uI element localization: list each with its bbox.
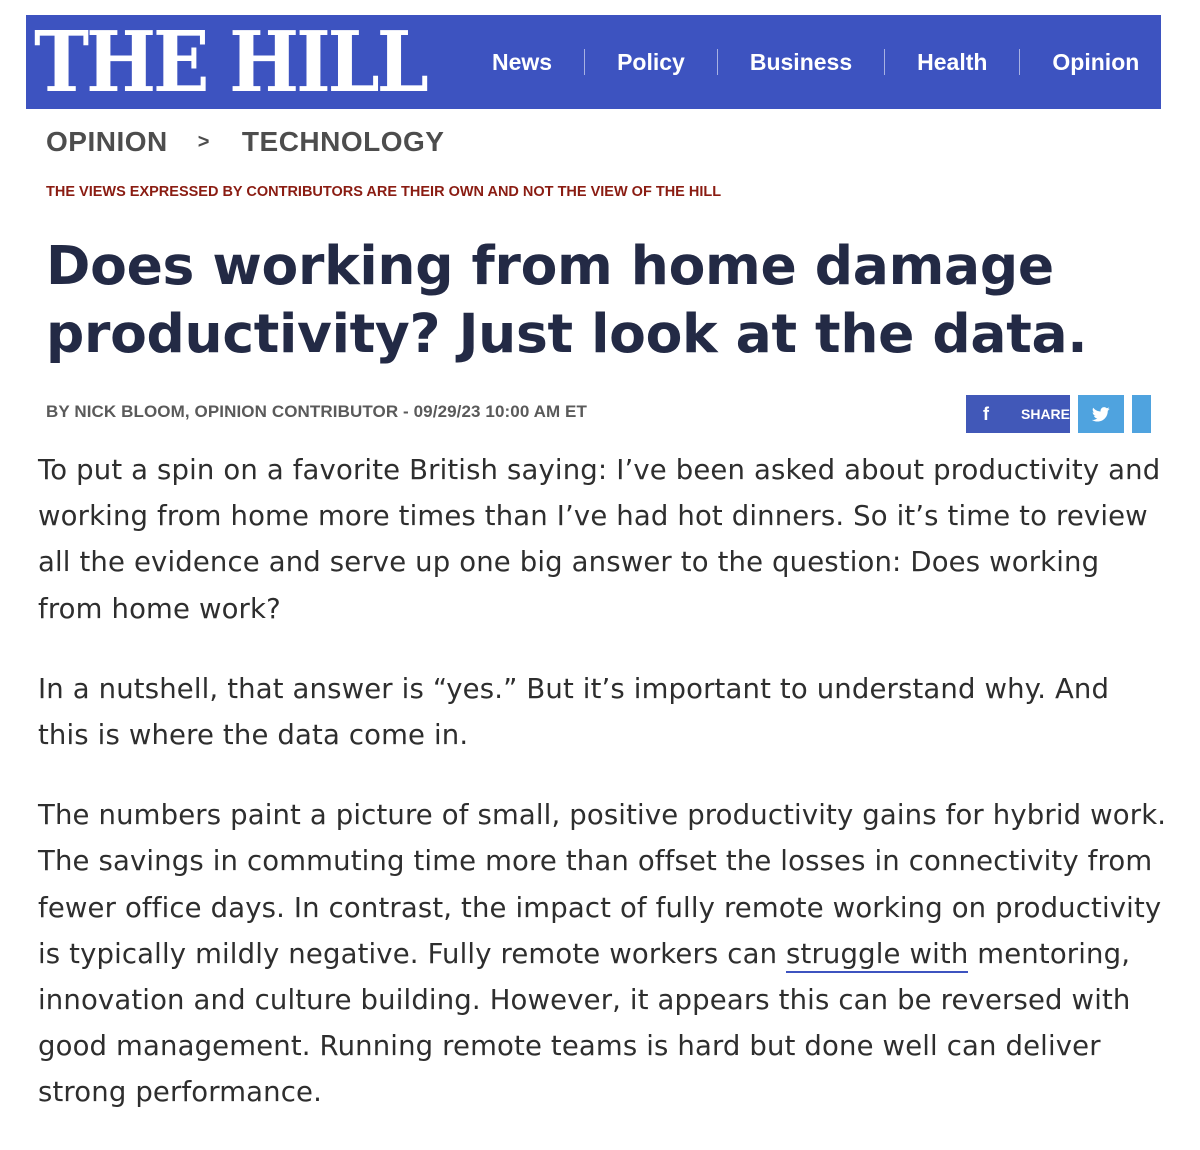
nav-item-news[interactable]: News (492, 48, 553, 75)
twitter-share-button[interactable] (1078, 395, 1124, 433)
breadcrumb (46, 126, 444, 158)
article-body (38, 447, 1168, 1150)
facebook-icon: f (983, 403, 989, 424)
site-logo[interactable]: THE HILL (34, 14, 426, 112)
breadcrumb-section-technology[interactable]: TECHNOLOGY (241, 126, 445, 157)
contributor-disclaimer: THE VIEWS EXPRESSED BY CONTRIBUTORS ARE THEIR OWN AND NOT THE VIEW OF THE HILL (46, 184, 722, 200)
article-paragraph-1: To put a spin on a favorite British saying: I’ve been asked about productivity and working from home more times than I’ve had hot dinners. So it’s time to review all the evidence and serve up one big answer to the question: Does working from home work? (38, 454, 1161, 625)
nav-item-opinion[interactable]: Opinion (1052, 48, 1140, 75)
site-header (26, 14, 1161, 112)
article-headline: Does working from home damage productivity? Just look at the data. (46, 234, 1088, 365)
paragraph-text: The numbers paint a picture of small, positive productivity gains for hybrid work. The savings in commuting time more than offset the losses in connectivity from fewer office days. In contrast, the impact of fully remote working on productivity is typically mildly negative. Fully remote workers can (38, 799, 1167, 970)
article-paragraph-2: In a nutshell, that answer is “yes.” But it’s important to understand why. And this is where the data come in. (38, 672, 1110, 752)
nav-item-health[interactable]: Health (917, 48, 988, 75)
twitter-bird-icon (1092, 407, 1110, 422)
more-share-button[interactable] (1132, 395, 1151, 433)
paragraph-text: mentoring, innovation and culture building. However, it appears this can be reversed with good management. Running remote teams is hard but done well can deliver strong performance. (38, 937, 1131, 1109)
breadcrumb-section-opinion[interactable]: OPINION (46, 126, 168, 157)
article-byline: BY NICK BLOOM, OPINION CONTRIBUTOR - 09/29/23 10:00 AM ET (46, 402, 587, 421)
nav-item-business[interactable]: Business (749, 48, 853, 75)
share-label: SHARE (1021, 406, 1071, 422)
struggle-with-link[interactable]: struggle with (786, 938, 968, 973)
facebook-share-button[interactable] (966, 395, 1070, 433)
breadcrumb-separator: > (197, 130, 210, 153)
nav-item-policy[interactable]: Policy (617, 48, 685, 75)
share-buttons (966, 395, 1151, 433)
main-nav (460, 15, 1171, 109)
article-paragraph-3 (38, 792, 1168, 1115)
